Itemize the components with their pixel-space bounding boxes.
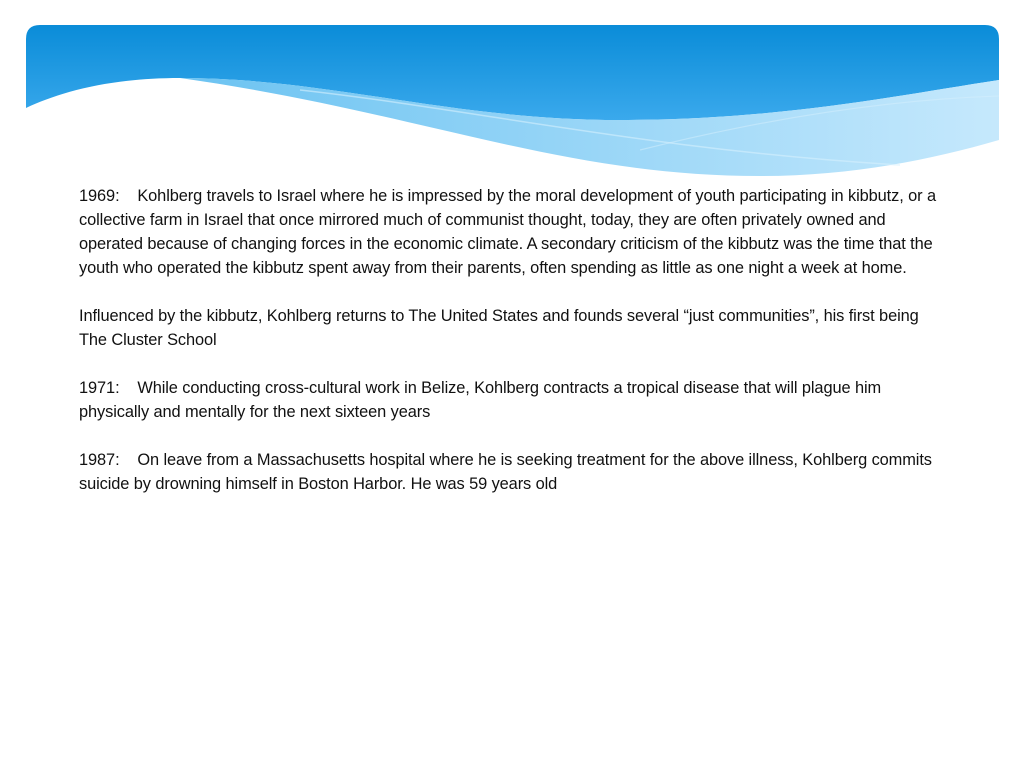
header-wave-decoration	[0, 0, 1024, 190]
paragraph-1969: 1969: Kohlberg travels to Israel where he is impressed by the moral development of youth participating in kibbutz, or a collective farm in Israel that once mirrored much of communist thought, today, they are often privately owned and operated because of changing forces in the economic climate. A secondary criticism of the kibbutz was the time that the youth who operated the kibbutz spent away from their parents, often spending as little as one night a week at home.	[79, 187, 941, 277]
slide-body	[79, 184, 939, 520]
paragraph-1987: 1987: On leave from a Massachusetts hospital where he is seeking treatment for the above illness, Kohlberg commits suicide by drowning himself in Boston Harbor. He was 59 years old	[79, 451, 937, 493]
paragraph-1971: 1971: While conducting cross-cultural work in Belize, Kohlberg contracts a tropical disease that will plague him physically and mentally for the next sixteen years	[79, 379, 886, 421]
paragraph-just-communities: Influenced by the kibbutz, Kohlberg returns to The United States and founds several “just communities”, his first being The Cluster School	[79, 307, 923, 349]
